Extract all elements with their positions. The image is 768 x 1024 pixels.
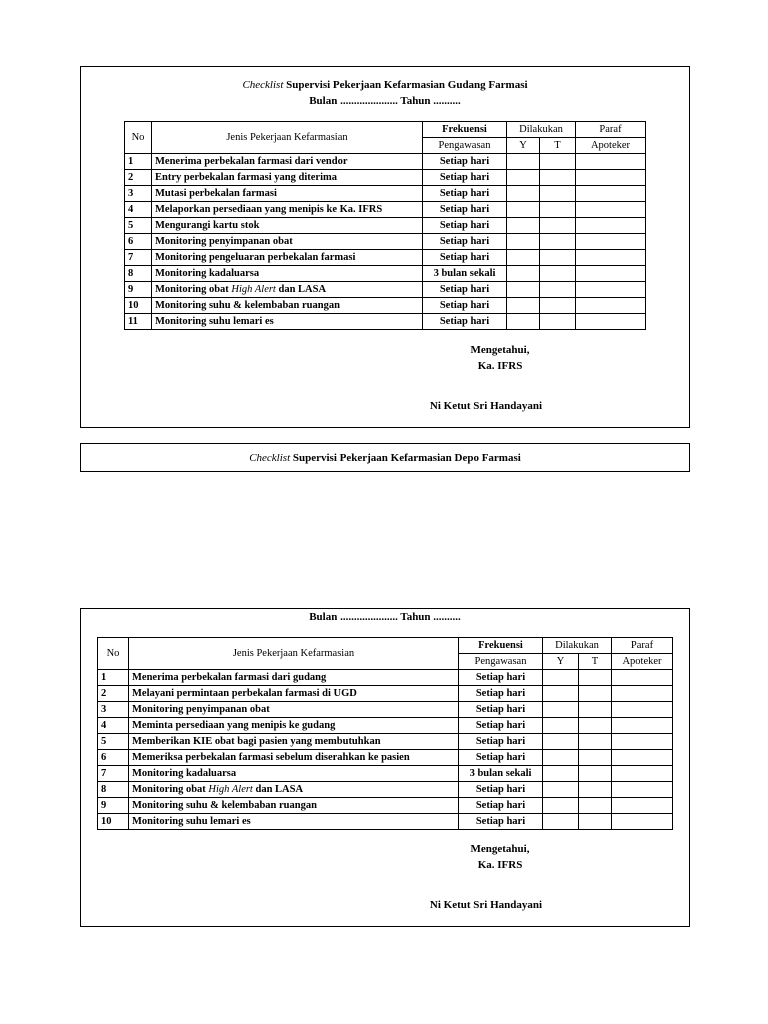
row-number: 8 xyxy=(125,266,152,282)
depo-title-text: Supervisi Pekerjaan Kefarmasian Depo Farmasi xyxy=(290,452,521,464)
row-frequency: Setiap hari xyxy=(423,218,507,234)
row-frequency: Setiap hari xyxy=(423,154,507,170)
row-job xyxy=(152,170,423,186)
row-job-text: Melaporkan persediaan yang menipis ke Ka. IFRS xyxy=(155,203,383,215)
row-job-text-tail: dan LASA xyxy=(252,783,304,795)
paraf-cell[interactable] xyxy=(576,154,646,170)
row-job xyxy=(129,718,459,734)
row-job xyxy=(129,686,459,702)
row-number: 1 xyxy=(125,154,152,170)
row-frequency: Setiap hari xyxy=(423,298,507,314)
row-frequency: Setiap hari xyxy=(423,314,507,330)
paraf-cell[interactable] xyxy=(612,814,673,830)
gudang-mengetahui: Mengetahui, xyxy=(470,344,530,356)
table-row xyxy=(125,154,646,170)
row-job xyxy=(129,734,459,750)
row-number: 5 xyxy=(98,734,129,750)
gudang-title-text: Supervisi Pekerjaan Kefarmasian Gudang Farmasi xyxy=(283,79,528,91)
table-row xyxy=(125,250,646,266)
table-row xyxy=(125,218,646,234)
row-job-text: Memberikan KIE obat bagi pasien yang membutuhkan xyxy=(132,735,381,747)
paraf-cell[interactable] xyxy=(576,282,646,298)
table-row xyxy=(125,282,646,298)
check-y-cell[interactable] xyxy=(543,702,579,718)
header-no: No xyxy=(125,122,152,154)
header-paraf: Paraf xyxy=(576,122,646,138)
depo-title-italic: Checklist xyxy=(249,452,291,464)
header-jenis: Jenis Pekerjaan Kefarmasian xyxy=(129,638,459,670)
row-job xyxy=(129,702,459,718)
row-frequency: Setiap hari xyxy=(459,798,543,814)
depo-mengetahui: Mengetahui, xyxy=(470,843,530,855)
row-job-text: Entry perbekalan farmasi yang diterima xyxy=(155,171,337,183)
check-t-cell[interactable] xyxy=(540,314,576,330)
check-y-cell[interactable] xyxy=(507,250,540,266)
check-y-cell[interactable] xyxy=(543,766,579,782)
table-row xyxy=(98,798,673,814)
row-job xyxy=(152,154,423,170)
header-y: Y xyxy=(507,138,540,154)
row-job-text: Menerima perbekalan farmasi dari vendor xyxy=(155,155,348,167)
header-t: T xyxy=(540,138,576,154)
row-job xyxy=(152,266,423,282)
check-y-cell[interactable] xyxy=(543,814,579,830)
row-job xyxy=(152,202,423,218)
paraf-cell[interactable] xyxy=(576,170,646,186)
table-row xyxy=(125,186,646,202)
row-frequency: Setiap hari xyxy=(459,750,543,766)
paraf-cell[interactable] xyxy=(612,686,673,702)
check-t-cell[interactable] xyxy=(579,686,612,702)
row-job xyxy=(152,314,423,330)
paraf-cell[interactable] xyxy=(576,218,646,234)
paraf-cell[interactable] xyxy=(576,314,646,330)
check-y-cell[interactable] xyxy=(507,218,540,234)
row-number: 9 xyxy=(125,282,152,298)
paraf-cell[interactable] xyxy=(576,250,646,266)
header-jenis: Jenis Pekerjaan Kefarmasian xyxy=(152,122,423,154)
row-job-italic: High Alert xyxy=(208,783,253,795)
paraf-cell[interactable] xyxy=(612,670,673,686)
table-row xyxy=(125,202,646,218)
paraf-cell[interactable] xyxy=(612,702,673,718)
row-number: 9 xyxy=(98,798,129,814)
depo-jabatan: Ka. IFRS xyxy=(477,859,523,871)
header-dilakukan: Dilakukan xyxy=(507,122,576,138)
row-number: 6 xyxy=(98,750,129,766)
row-job xyxy=(129,750,459,766)
row-job xyxy=(129,798,459,814)
header-dilakukan: Dilakukan xyxy=(543,638,612,654)
table-row xyxy=(98,734,673,750)
table-row xyxy=(125,170,646,186)
gudang-period: Bulan ..................... Tahun .......... xyxy=(309,95,461,107)
row-job-text: Monitoring penyimpanan obat xyxy=(132,703,270,715)
row-frequency: Setiap hari xyxy=(459,734,543,750)
row-number: 7 xyxy=(125,250,152,266)
row-job xyxy=(129,766,459,782)
header-y: Y xyxy=(543,654,579,670)
row-frequency: 3 bulan sekali xyxy=(459,766,543,782)
row-frequency: Setiap hari xyxy=(459,782,543,798)
check-t-cell[interactable] xyxy=(540,154,576,170)
row-job xyxy=(129,782,459,798)
row-frequency: Setiap hari xyxy=(423,250,507,266)
row-frequency: Setiap hari xyxy=(423,234,507,250)
table-row xyxy=(125,298,646,314)
row-frequency: Setiap hari xyxy=(459,702,543,718)
check-y-cell[interactable] xyxy=(507,186,540,202)
check-t-cell[interactable] xyxy=(579,718,612,734)
paraf-cell[interactable] xyxy=(612,798,673,814)
row-job-text: Monitoring kadaluarsa xyxy=(132,767,237,779)
depo-title xyxy=(81,451,689,465)
row-job-text: Monitoring suhu lemari es xyxy=(155,315,274,327)
row-job-text: Mutasi perbekalan farmasi xyxy=(155,187,277,199)
check-y-cell[interactable] xyxy=(507,234,540,250)
check-y-cell[interactable] xyxy=(543,718,579,734)
check-y-cell[interactable] xyxy=(507,154,540,170)
gudang-nama: Ni Ketut Sri Handayani xyxy=(429,400,543,412)
depo-title-panel xyxy=(80,443,690,472)
depo-table xyxy=(97,637,673,830)
table-row xyxy=(125,234,646,250)
paraf-cell[interactable] xyxy=(612,718,673,734)
table-row xyxy=(98,702,673,718)
row-job xyxy=(152,218,423,234)
check-t-cell[interactable] xyxy=(579,798,612,814)
paraf-cell[interactable] xyxy=(576,202,646,218)
row-job-text: Monitoring obat xyxy=(132,783,209,795)
row-job-text: Monitoring penyimpanan obat xyxy=(155,235,293,247)
paraf-cell[interactable] xyxy=(612,782,673,798)
paraf-cell[interactable] xyxy=(612,766,673,782)
header-t: T xyxy=(579,654,612,670)
header-pengawasan: Pengawasan xyxy=(459,654,543,670)
row-frequency: Setiap hari xyxy=(459,718,543,734)
paraf-cell[interactable] xyxy=(612,750,673,766)
table-row xyxy=(98,686,673,702)
depo-nama: Ni Ketut Sri Handayani xyxy=(429,899,543,911)
paraf-cell[interactable] xyxy=(576,234,646,250)
row-number: 6 xyxy=(125,234,152,250)
check-t-cell[interactable] xyxy=(540,202,576,218)
row-job xyxy=(129,814,459,830)
table-row xyxy=(98,782,673,798)
check-t-cell[interactable] xyxy=(540,234,576,250)
row-number: 1 xyxy=(98,670,129,686)
header-frekuensi: Frekuensi xyxy=(459,638,543,654)
check-t-cell[interactable] xyxy=(579,766,612,782)
row-job-text: Monitoring pengeluaran perbekalan farmasi xyxy=(155,251,356,263)
row-job-text: Monitoring suhu & kelembaban ruangan xyxy=(155,299,340,311)
row-frequency: Setiap hari xyxy=(459,686,543,702)
check-y-cell[interactable] xyxy=(507,314,540,330)
check-y-cell[interactable] xyxy=(543,750,579,766)
table-row xyxy=(98,718,673,734)
row-job-text: Monitoring kadaluarsa xyxy=(155,267,260,279)
table-row xyxy=(98,766,673,782)
row-job xyxy=(152,234,423,250)
row-number: 10 xyxy=(98,814,129,830)
check-t-cell[interactable] xyxy=(540,218,576,234)
check-t-cell[interactable] xyxy=(540,282,576,298)
row-job-text: Monitoring suhu lemari es xyxy=(132,815,251,827)
table-row xyxy=(98,814,673,830)
row-job-text: Mengurangi kartu stok xyxy=(155,219,260,231)
row-job-text-tail: dan LASA xyxy=(275,283,327,295)
row-number: 5 xyxy=(125,218,152,234)
check-t-cell[interactable] xyxy=(540,170,576,186)
depo-checklist-panel xyxy=(80,608,690,927)
row-job-text: Memeriksa perbekalan farmasi sebelum diserahkan ke pasien xyxy=(132,751,410,763)
check-t-cell[interactable] xyxy=(540,186,576,202)
header-pengawasan: Pengawasan xyxy=(423,138,507,154)
check-y-cell[interactable] xyxy=(543,798,579,814)
header-apoteker: Apoteker xyxy=(576,138,646,154)
depo-period: Bulan ..................... Tahun .......... xyxy=(309,611,461,623)
check-y-cell[interactable] xyxy=(507,170,540,186)
check-y-cell[interactable] xyxy=(543,782,579,798)
check-t-cell[interactable] xyxy=(579,734,612,750)
check-t-cell[interactable] xyxy=(579,670,612,686)
row-job-text: Monitoring suhu & kelembaban ruangan xyxy=(132,799,317,811)
row-job-text: Menerima perbekalan farmasi dari gudang xyxy=(132,671,327,683)
check-t-cell[interactable] xyxy=(579,750,612,766)
check-t-cell[interactable] xyxy=(540,250,576,266)
paraf-cell[interactable] xyxy=(612,734,673,750)
row-number: 10 xyxy=(125,298,152,314)
check-t-cell[interactable] xyxy=(579,782,612,798)
row-job-italic: High Alert xyxy=(231,283,276,295)
row-job xyxy=(129,670,459,686)
row-frequency: Setiap hari xyxy=(423,202,507,218)
gudang-title-italic: Checklist xyxy=(242,79,284,91)
check-t-cell[interactable] xyxy=(579,814,612,830)
table-row xyxy=(98,670,673,686)
row-frequency: Setiap hari xyxy=(459,670,543,686)
row-number: 8 xyxy=(98,782,129,798)
row-job xyxy=(152,250,423,266)
table-row xyxy=(98,750,673,766)
row-number: 2 xyxy=(98,686,129,702)
row-number: 7 xyxy=(98,766,129,782)
row-frequency: Setiap hari xyxy=(459,814,543,830)
check-y-cell[interactable] xyxy=(543,734,579,750)
check-t-cell[interactable] xyxy=(579,702,612,718)
gudang-checklist-panel xyxy=(80,66,690,428)
row-frequency: Setiap hari xyxy=(423,282,507,298)
row-frequency: 3 bulan sekali xyxy=(423,266,507,282)
paraf-cell[interactable] xyxy=(576,298,646,314)
row-job xyxy=(152,282,423,298)
row-frequency: Setiap hari xyxy=(423,170,507,186)
paraf-cell[interactable] xyxy=(576,266,646,282)
check-y-cell[interactable] xyxy=(507,282,540,298)
header-paraf: Paraf xyxy=(612,638,673,654)
header-frekuensi: Frekuensi xyxy=(423,122,507,138)
row-job xyxy=(152,186,423,202)
row-job-text: Meminta persediaan yang menipis ke gudang xyxy=(132,719,336,731)
gudang-title xyxy=(81,78,689,92)
row-number: 4 xyxy=(125,202,152,218)
check-y-cell[interactable] xyxy=(507,266,540,282)
row-job-text: Melayani permintaan perbekalan farmasi di UGD xyxy=(132,687,357,699)
row-job-text: Monitoring obat xyxy=(155,283,232,295)
check-y-cell[interactable] xyxy=(507,298,540,314)
table-row xyxy=(125,314,646,330)
check-y-cell[interactable] xyxy=(507,202,540,218)
row-number: 3 xyxy=(98,702,129,718)
header-no: No xyxy=(98,638,129,670)
row-job xyxy=(152,298,423,314)
gudang-table xyxy=(124,121,646,330)
table-row xyxy=(125,266,646,282)
check-t-cell[interactable] xyxy=(540,298,576,314)
paraf-cell[interactable] xyxy=(576,186,646,202)
row-number: 3 xyxy=(125,186,152,202)
check-t-cell[interactable] xyxy=(540,266,576,282)
row-number: 2 xyxy=(125,170,152,186)
header-apoteker: Apoteker xyxy=(612,654,673,670)
check-y-cell[interactable] xyxy=(543,670,579,686)
row-number: 11 xyxy=(125,314,152,330)
gudang-jabatan: Ka. IFRS xyxy=(477,360,523,372)
row-number: 4 xyxy=(98,718,129,734)
check-y-cell[interactable] xyxy=(543,686,579,702)
row-frequency: Setiap hari xyxy=(423,186,507,202)
